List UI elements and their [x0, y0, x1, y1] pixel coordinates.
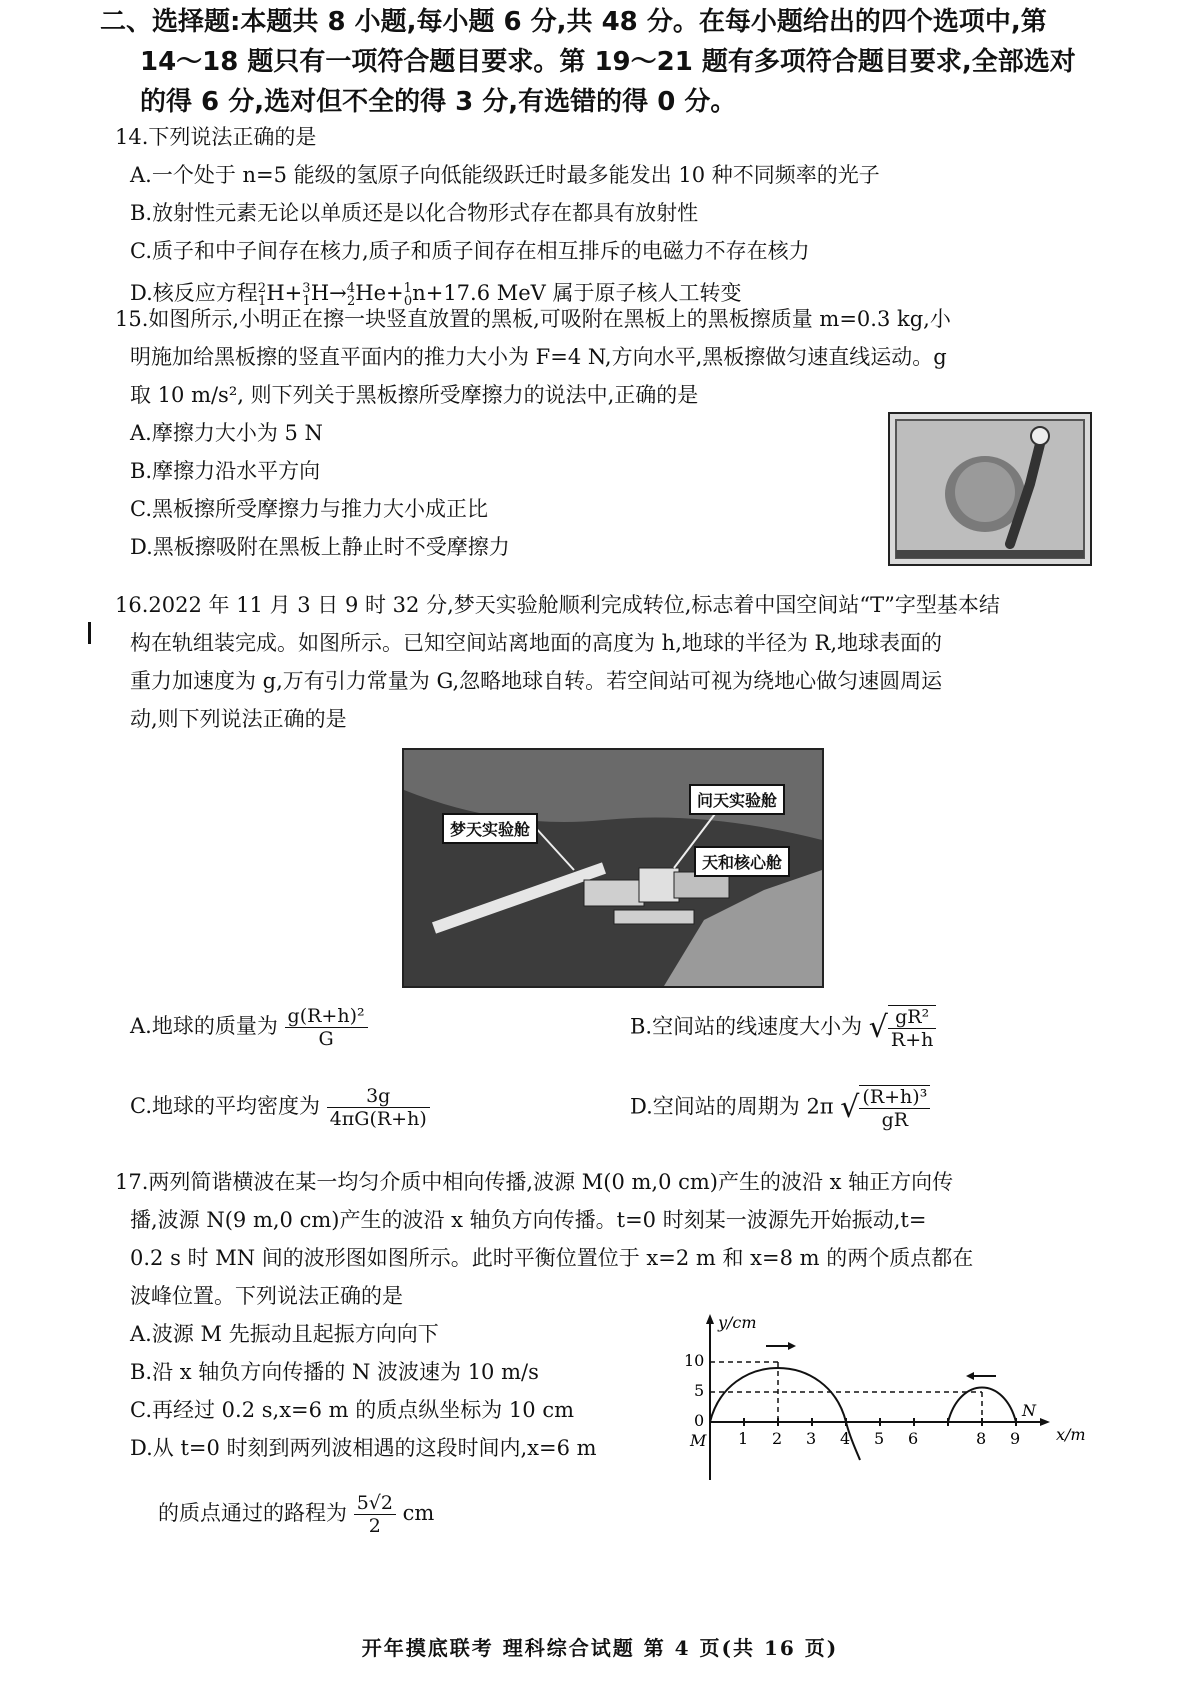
q16-option-d-numerator: (R+h)³: [859, 1086, 930, 1109]
question-16: [115, 586, 1200, 738]
direction-arrowhead-n: [966, 1372, 974, 1380]
q17-option-d-denominator: 2: [368, 1515, 381, 1537]
space-station-photo: [402, 748, 824, 988]
q16-option-b-sqrt: √ $\frac{\text{gR²}}{R+h}$: [869, 1005, 937, 1051]
q17-option-d-line-1: D.从 t=0 时刻到两列波相遇的这段时间内,x=6 m: [130, 1436, 597, 1460]
q16-option-a: [130, 1005, 368, 1050]
x-tick-1: 1: [738, 1429, 749, 1448]
x-tick-5: 5: [874, 1429, 885, 1448]
q16-stem-line-1: 16.2022 年 11 月 3 日 9 时 32 分,梦天实验舱顺利完成转位,标志着中国空间站“T”字型基本结: [115, 593, 1000, 617]
blackboard-photo: [888, 412, 1092, 566]
q17-stem-line-1: 17.两列简谐横波在某一均匀介质中相向传播,波源 M(0 m,0 cm)产生的波沿 x 轴正方向传: [115, 1170, 954, 1194]
section-header-line-3: 的得 6 分,选对但不全的得 3 分,有选错的得 0 分。: [140, 87, 737, 117]
q16-option-c-text: C.地球的平均密度为: [130, 1094, 320, 1118]
end-label-n: N: [1022, 1401, 1036, 1420]
q16-option-d-text: D.空间站的周期为 2π: [630, 1094, 834, 1119]
x-tick-3: 3: [806, 1429, 817, 1448]
q17-option-d-unit: cm: [402, 1501, 435, 1525]
q17-option-d-numerator: 5√2: [354, 1492, 396, 1515]
q16-option-b-denominator: R+h: [890, 1029, 934, 1051]
section-header-line-2: 14～18 题只有一项符合题目要求。第 19～21 题有多项符合题目要求,全部选对: [140, 47, 1076, 77]
q14-nuclear-equation: $^2_1$H+$^3_1$H→$^4_2$He+$^1_0$: [257, 281, 413, 310]
q16-option-a-fraction: [285, 1005, 368, 1050]
y-tick-5: 5: [694, 1381, 705, 1400]
q16-stem-line-3: 重力加速度为 g,万有引力常量为 G,忽略地球自转。若空间站可视为绕地心做匀速圆周运: [130, 669, 943, 693]
q16-option-a-numerator: g(R+h)²: [285, 1005, 368, 1028]
origin-label-m: M: [690, 1431, 707, 1450]
q16-option-b: [630, 1005, 936, 1051]
q16-option-b-numerator: gR²: [888, 1006, 936, 1029]
x-tick-6: 6: [908, 1429, 919, 1448]
margin-mark: [88, 622, 91, 644]
direction-arrowhead-m: [788, 1342, 796, 1350]
x-axis-arrow: [1040, 1418, 1050, 1426]
q17-option-d-fraction: [354, 1492, 396, 1537]
x-axis-label: x/m: [1056, 1425, 1086, 1444]
q17-option-d-line-2: [158, 1492, 434, 1537]
x-tick-8: 8: [976, 1429, 987, 1448]
q16-option-c-fraction: [327, 1085, 430, 1130]
q17-option-c: C.再经过 0.2 s,x=6 m 的质点纵坐标为 10 cm: [130, 1398, 575, 1422]
x-tick-2: 2: [772, 1429, 783, 1448]
q16-option-d-sqrt: √ $\frac{\text{(R+h)³}}{gR}$: [840, 1085, 930, 1131]
question-14: [115, 118, 1195, 321]
q16-stem-line-2: 构在轨组装完成。如图所示。已知空间站离地面的高度为 h,地球的半径为 R,地球表面的: [130, 631, 943, 655]
y-axis-arrow: [706, 1314, 714, 1324]
q16-option-b-text: B.空间站的线速度大小为: [630, 1014, 863, 1039]
origin-zero: 0: [694, 1411, 705, 1430]
section-header-line-1: 二、选择题:本题共 8 小题,每小题 6 分,共 48 分。在每小题给出的四个选项中,第: [100, 7, 1047, 37]
y-tick-10: 10: [684, 1351, 705, 1370]
q16-option-c: [130, 1085, 430, 1130]
q14-option-c: C.质子和中子间存在核力,质子和质子间存在相互排斥的电磁力不存在核力: [130, 239, 810, 263]
q16-option-a-text: A.地球的质量为: [130, 1014, 278, 1038]
wave-m: [710, 1368, 860, 1460]
q14-option-d-suffix: n+17.6 MeV 属于原子核人工转变: [412, 281, 742, 305]
q15-option-b: B.摩擦力沿水平方向: [130, 459, 321, 483]
x-ticks: [738, 1429, 1020, 1448]
x-tick-4: 4: [840, 1429, 851, 1448]
y-axis-label: y/cm: [718, 1313, 757, 1332]
wave-graph: [670, 1310, 1100, 1490]
label-wentian-module: 问天实验舱: [689, 784, 785, 815]
q15-stem-line-3: 取 10 m/s², 则下列关于黑板擦所受摩擦力的说法中,正确的是: [130, 383, 699, 407]
q16-option-d: [630, 1085, 930, 1131]
q15-option-d: D.黑板擦吸附在黑板上静止时不受摩擦力: [130, 535, 510, 559]
q15-stem-line-2: 明施加给黑板擦的竖直平面内的推力大小为 F=4 N,方向水平,黑板擦做匀速直线运动。g: [130, 345, 947, 369]
q16-option-d-denominator: gR: [881, 1109, 909, 1131]
page-footer: 开年摸底联考 理科综合试题 第 4 页(共 16 页): [361, 1636, 839, 1660]
q14-option-a: A.一个处于 n=5 能级的氢原子向低能级跃迁时最多能发出 10 种不同频率的光子: [130, 163, 880, 187]
q15-option-c: C.黑板擦所受摩擦力与推力大小成正比: [130, 497, 488, 521]
q17-option-a: A.波源 M 先振动且起振方向向下: [130, 1322, 439, 1346]
q17-stem-line-3: 0.2 s 时 MN 间的波形图如图所示。此时平衡位置位于 x=2 m 和 x=8 m 的两个质点都在: [130, 1246, 974, 1270]
q15-stem-line-1: 15.如图所示,小明正在擦一块竖直放置的黑板,可吸附在黑板上的黑板擦质量 m=0.3 kg,小: [115, 307, 951, 331]
label-tianhe-module: 天和核心舱: [694, 846, 790, 877]
q16-option-c-numerator: 3g: [327, 1085, 430, 1108]
q14-option-b: B.放射性元素无论以单质还是以化合物形式存在都具有放射性: [130, 201, 699, 225]
label-mengtian-module: 梦天实验舱: [442, 813, 538, 844]
x-tick-9: 9: [1010, 1429, 1021, 1448]
q16-stem-line-4: 动,则下列说法正确的是: [130, 707, 347, 731]
q17-stem-line-4: 波峰位置。下列说法正确的是: [130, 1284, 403, 1308]
q16-option-a-denominator: G: [318, 1028, 334, 1050]
q15-option-a: A.摩擦力大小为 5 N: [130, 421, 323, 445]
q17-option-d-text: 的质点通过的路程为: [158, 1501, 347, 1525]
q17-option-b: B.沿 x 轴负方向传播的 N 波波速为 10 m/s: [130, 1360, 539, 1384]
q17-stem-line-2: 播,波源 N(9 m,0 cm)产生的波沿 x 轴负方向传播。t=0 时刻某一波源先开始振动,t=: [130, 1208, 927, 1232]
q14-option-d-prefix: D.核反应方程: [130, 281, 258, 305]
section-header: [100, 2, 1180, 122]
q16-option-c-denominator: 4πG(R+h): [329, 1108, 427, 1130]
blackboard-illustration: [890, 414, 1090, 564]
q14-stem: 14.下列说法正确的是: [115, 125, 317, 149]
